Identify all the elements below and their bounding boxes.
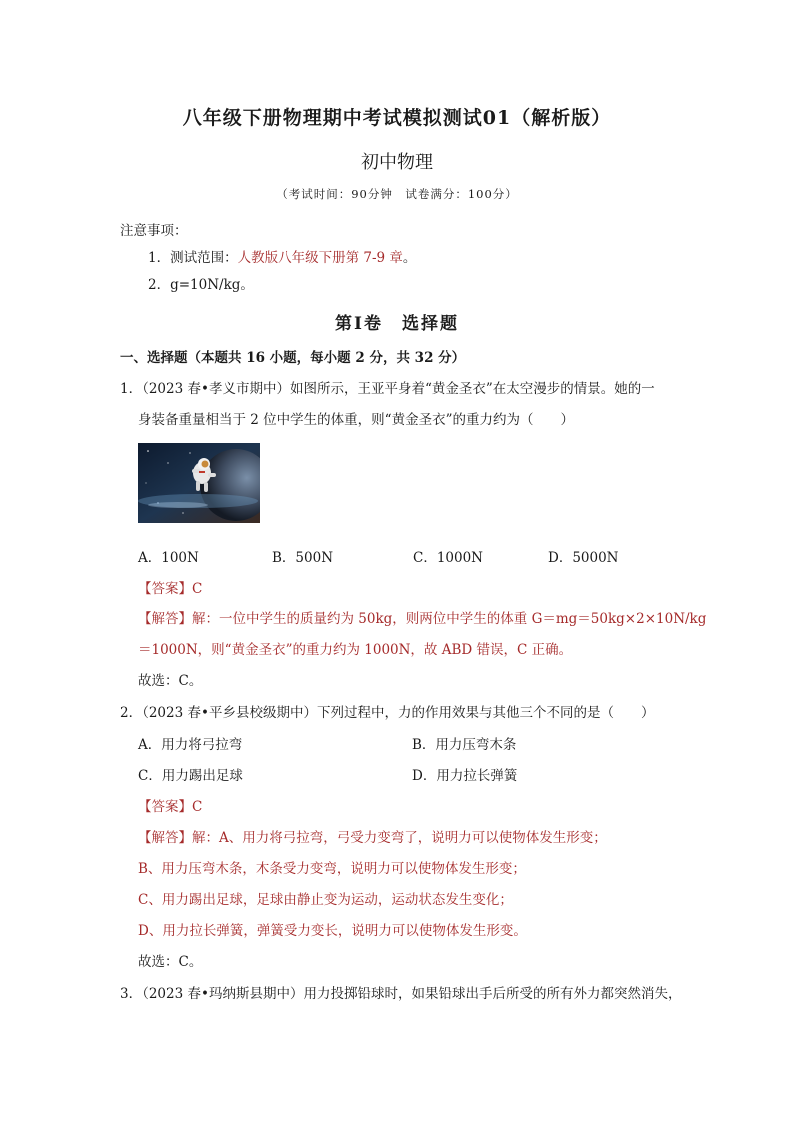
q2-answer <box>138 795 202 815</box>
q2-line-1: 2．（2023 春•平乡县校级期中）下列过程中，力的作用效果与其他三个不同的是（ ） <box>120 705 655 721</box>
q1-answer <box>138 577 202 597</box>
q2-analysis-line-2: B、用力压弯木条，木条受力变弯，说明力可以使物体发生形变； <box>138 861 526 877</box>
section-title: 第Ⅰ卷 选择题 <box>335 314 459 334</box>
q1-option-b: B．500N <box>272 550 334 566</box>
q1-analysis-label: 【解答】 <box>138 611 192 627</box>
q2-analysis-text-1: 解：A、用力将弓拉弯，弓受力变弯了，说明力可以使物体发生形变； <box>192 830 607 846</box>
q1-conclusion: 故选：C。 <box>138 673 203 689</box>
q2-option-c: C．用力踢出足球 <box>138 768 243 784</box>
part-heading: 一、选择题（本题共 16 小题，每小题 2 分，共 32 分） <box>120 350 466 366</box>
q2-analysis-line-3: C、用力踢出足球，足球由静止变为运动，运动状态发生变化； <box>138 892 513 908</box>
q1-line-1: 1．（2023 春•孝义市期中）如图所示，王亚平身着“黄金圣衣”在太空漫步的情景。她的一 <box>120 381 655 397</box>
q2-conclusion: 故选：C。 <box>138 954 203 970</box>
q1-answer-label: 【答案】 <box>138 581 192 597</box>
q2-answer-value: C <box>192 799 203 815</box>
q2-option-d: D．用力拉长弹簧 <box>412 768 518 784</box>
q2-option-b: B．用力压弯木条 <box>412 737 517 753</box>
notes-heading: 注意事项： <box>120 223 188 239</box>
q1-option-c: C．1000N <box>413 550 483 566</box>
q2-analysis-label: 【解答】 <box>138 830 192 846</box>
q1-analysis-line-2: ＝1000N，则“黄金圣衣”的重力约为 1000N，故 ABD 错误，C 正确。 <box>138 642 573 658</box>
exam-meta: （考试时间：90分钟 试卷满分：100分） <box>276 187 518 201</box>
q1-analysis-text-1: 解：一位中学生的质量约为 50kg，则两位中学生的体重 G＝mg＝50kg×2×10N/kg <box>192 611 707 627</box>
q2-option-a: A．用力将弓拉弯 <box>138 737 243 753</box>
q1-answer-value: C <box>192 581 203 597</box>
q1-option-a: A．100N <box>138 550 199 566</box>
space-walk-illustration <box>138 443 260 523</box>
q3-line-1: 3．（2023 春•玛纳斯县期中）用力投掷铅球时，如果铅球出手后所受的所有外力都突然消失， <box>120 986 682 1002</box>
page-subtitle: 初中物理 <box>361 152 433 173</box>
notes-item-1 <box>148 246 416 266</box>
astronaut-image <box>138 443 260 523</box>
notes-item-1-scope: 人教版八年级下册第 7-9 章 <box>237 250 403 266</box>
notes-item-1-suffix: 。 <box>402 250 417 266</box>
q1-line-2: 身装备重量相当于 2 位中学生的体重，则“黄金圣衣”的重力约为（ ） <box>138 412 574 428</box>
q2-answer-label: 【答案】 <box>138 799 192 815</box>
page-title: 八年级下册物理期中考试模拟测试01（解析版） <box>182 107 612 129</box>
q1-analysis-line-1 <box>138 607 706 627</box>
notes-item-2: 2．g=10N/kg。 <box>148 277 254 293</box>
q2-analysis-line-1 <box>138 826 607 846</box>
notes-item-1-prefix: 1．测试范围： <box>148 250 238 266</box>
q1-option-d: D．5000N <box>548 550 619 566</box>
q2-analysis-line-4: D、用力拉长弹簧，弹簧受力变长，说明力可以使物体发生形变。 <box>138 923 527 939</box>
